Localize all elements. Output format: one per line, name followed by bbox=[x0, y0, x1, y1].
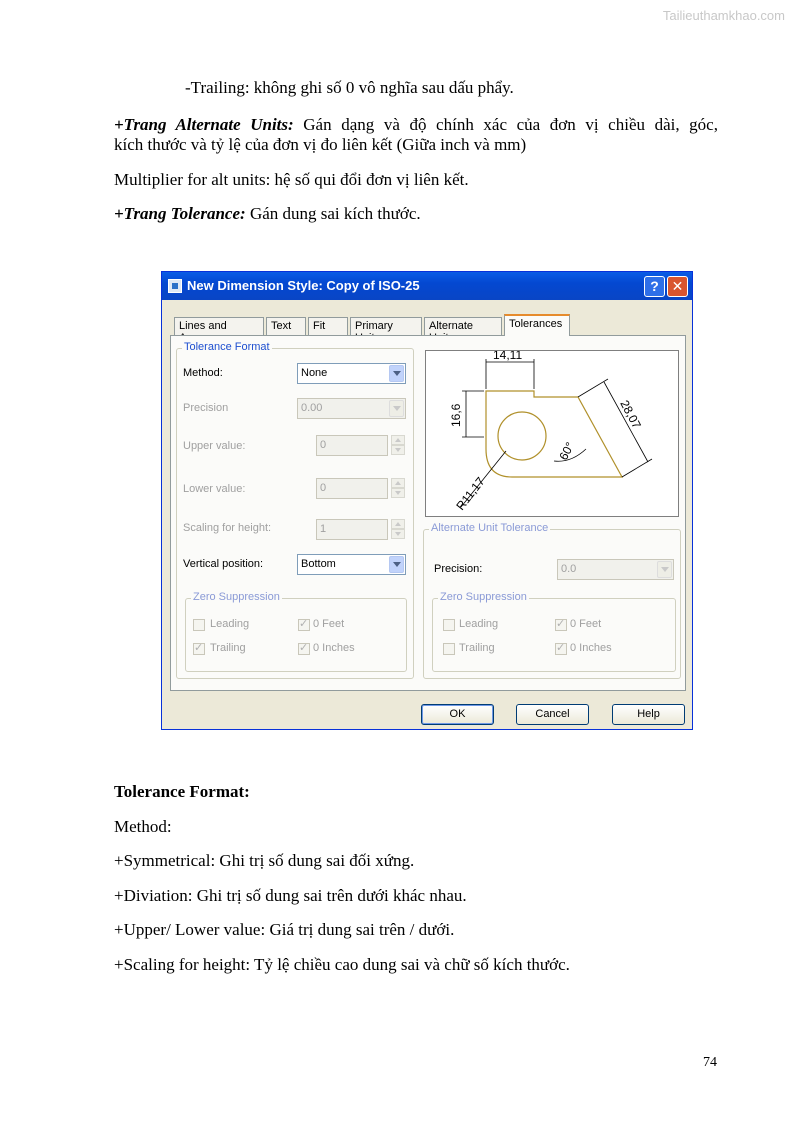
chevron-down-icon[interactable] bbox=[657, 561, 672, 578]
alt-precision-value: 0.0 bbox=[561, 563, 577, 575]
dimension-style-dialog bbox=[161, 271, 693, 730]
tab-tolerances[interactable]: Tolerances bbox=[504, 314, 570, 336]
bullet-scaling: +Scaling for height: Tỷ lệ chiều cao dung sai và chữ số kích thước. bbox=[114, 955, 570, 974]
upper-value: 0 bbox=[320, 439, 327, 451]
alt-feet-checkbox[interactable] bbox=[555, 619, 567, 631]
tab-fit[interactable]: Fit bbox=[308, 317, 348, 335]
alt-precision-label: Precision: bbox=[434, 563, 483, 575]
method-line: Method: bbox=[114, 817, 172, 836]
upper-value-label: Upper value: bbox=[183, 440, 246, 452]
tab-text[interactable]: Text bbox=[266, 317, 306, 335]
alternate-unit-tolerance-group bbox=[423, 522, 681, 679]
dim-right-label: 28,07 bbox=[617, 397, 644, 431]
bullet-symmetrical: +Symmetrical: Ghi trị số dung sai đối xứng. bbox=[114, 851, 415, 870]
method-value: None bbox=[301, 367, 328, 379]
dim-top-label: 14,11 bbox=[493, 351, 523, 362]
spin-down-icon[interactable] bbox=[391, 529, 405, 539]
inches-label: 0 Inches bbox=[313, 642, 355, 654]
trailing-checkbox[interactable] bbox=[193, 643, 205, 655]
scaling-spinner[interactable] bbox=[391, 519, 405, 540]
para-tolerance-page bbox=[114, 203, 421, 225]
tab-panel bbox=[170, 335, 686, 691]
chevron-down-icon[interactable] bbox=[389, 556, 404, 573]
vertical-position-select[interactable] bbox=[297, 554, 406, 575]
dimension-preview-drawing bbox=[426, 351, 678, 516]
scaling-input[interactable] bbox=[316, 519, 388, 540]
method-select[interactable] bbox=[297, 363, 406, 384]
leading-label: Leading bbox=[210, 618, 250, 630]
title-bar[interactable] bbox=[162, 272, 692, 300]
inches-checkbox[interactable] bbox=[298, 643, 310, 655]
zero-suppression-left-label: Zero Suppression bbox=[193, 591, 280, 603]
leading-checkbox[interactable] bbox=[193, 619, 205, 631]
tab-lines-and-arrows[interactable]: Lines and bbox=[174, 317, 264, 335]
alt-leading-label: Leading bbox=[459, 618, 499, 630]
zero-suppression-left-group bbox=[185, 591, 407, 672]
feet-checkbox[interactable] bbox=[298, 619, 310, 631]
part-outline bbox=[486, 391, 622, 477]
alt-feet-label: 0 Feet bbox=[570, 618, 602, 630]
spin-up-icon[interactable] bbox=[391, 519, 405, 529]
dialog-title: New Dimension Style: Copy of ISO-25 bbox=[187, 278, 420, 293]
bullet-diviation: +Diviation: Ghi trị số dung sai trên dưới khác nhau. bbox=[114, 886, 467, 905]
method-label: Method: bbox=[183, 367, 223, 379]
spin-up-icon[interactable] bbox=[391, 435, 405, 445]
para-alternate-units-line2: kích thước và tỷ lệ của đơn vị đo liên kết (Giữa inch và mm) bbox=[114, 135, 527, 154]
spin-down-icon[interactable] bbox=[391, 488, 405, 498]
alternate-unit-tolerance-label: Alternate Unit Tolerance bbox=[431, 522, 549, 534]
spin-down-icon[interactable] bbox=[391, 445, 405, 455]
lower-value-input[interactable] bbox=[316, 478, 388, 499]
trailing-label: Trailing bbox=[210, 642, 246, 654]
tolerance-format-group bbox=[176, 341, 414, 679]
precision-label: Precision bbox=[183, 402, 229, 414]
para-alternate-units-line1 bbox=[114, 114, 718, 136]
tab-alternate-units[interactable]: Alternate bbox=[424, 317, 502, 335]
app-icon bbox=[168, 279, 182, 293]
alt-leading-checkbox[interactable] bbox=[443, 619, 455, 631]
cancel-button[interactable]: Cancel bbox=[516, 704, 589, 725]
alt-inches-label: 0 Inches bbox=[570, 642, 612, 654]
para-multiplier: Multiplier for alt units: hệ số qui đổi đơn vị liên kết. bbox=[114, 170, 469, 189]
alternate-units-text: Gán dạng và độ chính xác của đơn vị chiều dài, góc, bbox=[303, 115, 718, 134]
spin-up-icon[interactable] bbox=[391, 478, 405, 488]
preview-panel bbox=[425, 350, 679, 517]
part-hole bbox=[498, 412, 546, 460]
zero-suppression-right-label: Zero Suppression bbox=[440, 591, 527, 603]
tolerance-page-heading: +Trang Tolerance: bbox=[114, 204, 246, 223]
help-title-button[interactable]: ? bbox=[644, 276, 665, 297]
alt-inches-checkbox[interactable] bbox=[555, 643, 567, 655]
alt-trailing-label: Trailing bbox=[459, 642, 495, 654]
lower-value: 0 bbox=[320, 482, 327, 494]
dim-angle-label: 60° bbox=[556, 439, 578, 463]
precision-value: 0.00 bbox=[301, 402, 323, 414]
lower-value-label: Lower value: bbox=[183, 483, 246, 495]
tolerance-format-heading: Tolerance Format: bbox=[114, 782, 250, 801]
chevron-down-icon[interactable] bbox=[389, 400, 404, 417]
upper-value-spinner[interactable] bbox=[391, 435, 405, 456]
watermark: Tailieuthamkhao.com bbox=[662, 8, 785, 23]
scaling-value: 1 bbox=[320, 523, 327, 535]
para-trailing: -Trailing: không ghi số 0 vô nghĩa sau dấu phẩy. bbox=[185, 78, 514, 97]
close-button[interactable]: ✕ bbox=[667, 276, 688, 297]
ok-button[interactable]: OK bbox=[421, 704, 494, 725]
vertical-position-label: Vertical position: bbox=[183, 558, 264, 570]
feet-label: 0 Feet bbox=[313, 618, 345, 630]
upper-value-input[interactable] bbox=[316, 435, 388, 456]
vertical-position-value: Bottom bbox=[301, 558, 336, 570]
page-number: 74 bbox=[703, 1055, 717, 1070]
lower-value-spinner[interactable] bbox=[391, 478, 405, 499]
dim-radius-label: R11,17 bbox=[453, 474, 488, 513]
chevron-down-icon[interactable] bbox=[389, 365, 404, 382]
alternate-units-heading: +Trang Alternate Units: bbox=[114, 115, 294, 134]
alt-trailing-checkbox[interactable] bbox=[443, 643, 455, 655]
tab-primary-units[interactable]: Primary bbox=[350, 317, 422, 335]
dim-left-label: 16,6 bbox=[449, 403, 463, 427]
help-button[interactable]: Help bbox=[612, 704, 685, 725]
zero-suppression-right-group bbox=[432, 591, 676, 672]
bullet-upper-lower: +Upper/ Lower value: Giá trị dung sai trên / dưới. bbox=[114, 920, 455, 939]
scaling-label: Scaling for height: bbox=[183, 522, 272, 534]
tolerance-format-label: Tolerance Format bbox=[184, 341, 270, 353]
precision-select[interactable] bbox=[297, 398, 406, 419]
tolerance-page-text: Gán dung sai kích thước. bbox=[249, 204, 421, 223]
alt-precision-select[interactable] bbox=[557, 559, 674, 580]
